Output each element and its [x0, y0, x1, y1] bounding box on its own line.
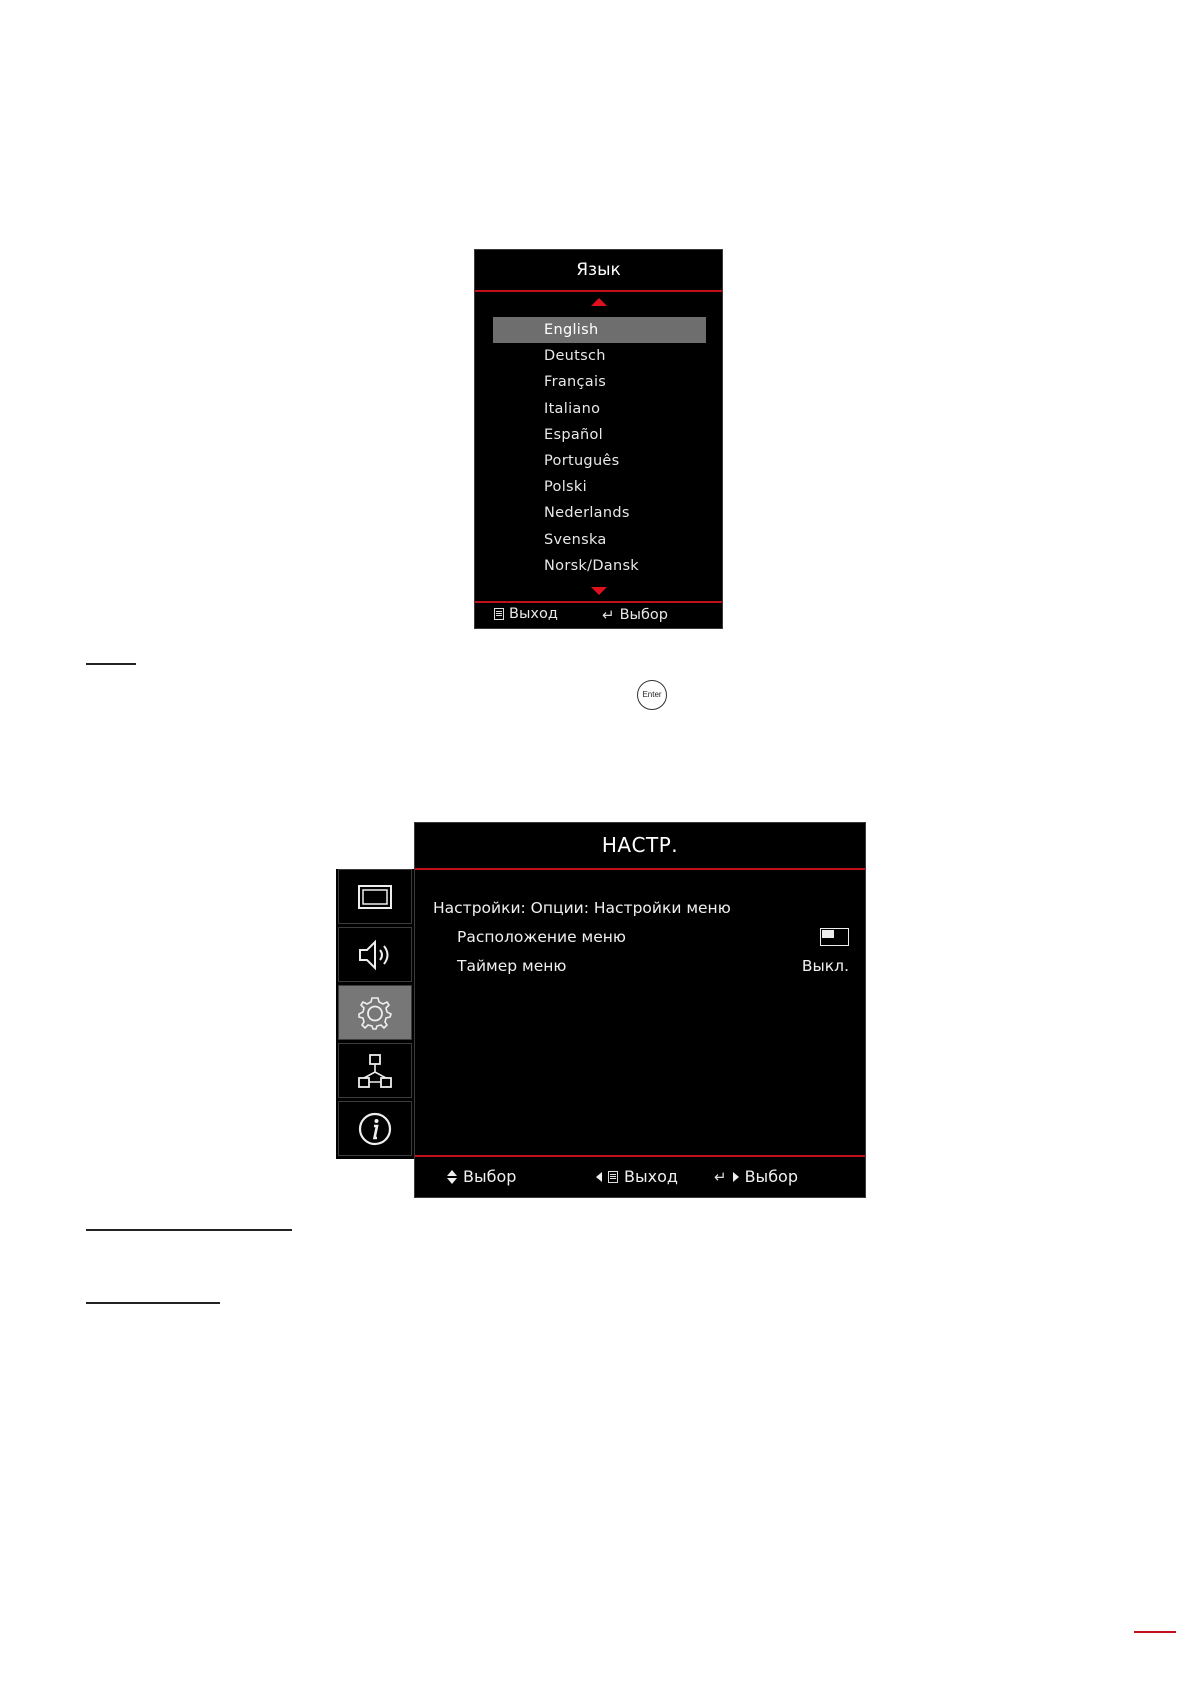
select-hint [602, 606, 668, 624]
divider [475, 290, 722, 292]
setup-menu-title: НАСТР. [601, 833, 679, 857]
heading-underline [86, 1302, 220, 1304]
menu-timer-label: Таймер меню [457, 957, 567, 975]
right-arrow-icon [733, 1172, 739, 1182]
navigate-label: Выбор [463, 1167, 517, 1186]
exit-hint [494, 606, 558, 622]
up-down-icon [447, 1170, 457, 1184]
language-option-nederlands[interactable]: Nederlands [544, 505, 630, 522]
exit-label: Выход [509, 606, 558, 622]
language-option-espanol[interactable]: Español [544, 426, 603, 443]
speaker-icon [356, 936, 394, 974]
select-label: Выбор [619, 607, 668, 623]
language-option-italiano[interactable]: Italiano [544, 400, 601, 417]
network-icon [356, 1052, 394, 1090]
divider [415, 868, 865, 870]
menu-side-tabs [336, 869, 414, 1159]
language-list [493, 317, 706, 579]
heading-underline [86, 663, 136, 665]
gear-icon [356, 994, 394, 1032]
menu-position-row[interactable] [457, 928, 849, 946]
language-menu-title: Язык [576, 260, 621, 280]
enter-arrow-icon: ↵ [602, 606, 615, 624]
heading-underline [86, 1229, 292, 1231]
language-option-svenska[interactable]: Svenska [544, 531, 607, 548]
language-option-deutsch[interactable]: Deutsch [544, 348, 606, 365]
language-option-portugues[interactable]: Português [544, 452, 620, 469]
menu-timer-value: Выкл. [801, 957, 849, 975]
language-option-francais[interactable]: Français [544, 374, 607, 391]
tab-audio[interactable] [338, 927, 412, 982]
scroll-down-icon[interactable] [591, 587, 607, 595]
setup-menu [414, 822, 866, 1198]
breadcrumb: Настройки: Опции: Настройки меню [433, 899, 731, 917]
enter-label: Выбор [744, 1167, 798, 1186]
enter-hint [714, 1167, 798, 1186]
menu-position-label: Расположение меню [457, 928, 626, 946]
menu-position-top-left-icon [820, 928, 849, 946]
enter-button-icon: Enter [637, 680, 667, 710]
menu-timer-row[interactable] [457, 957, 849, 975]
info-icon [356, 1110, 394, 1148]
language-option-english[interactable]: English [493, 317, 706, 343]
menu-icon [494, 608, 504, 620]
language-menu [474, 249, 723, 629]
tab-info[interactable] [338, 1101, 412, 1156]
language-option-polski[interactable]: Polski [544, 479, 587, 496]
language-option-norsk-dansk[interactable]: Norsk/Dansk [544, 557, 640, 574]
exit-hint [596, 1167, 678, 1186]
menu-icon [608, 1171, 618, 1183]
setup-menu-footer [415, 1157, 865, 1197]
enter-arrow-icon: ↵ [714, 1167, 727, 1186]
tab-network[interactable] [338, 1043, 412, 1098]
navigate-hint [447, 1167, 516, 1186]
language-menu-footer [475, 603, 722, 628]
display-icon [356, 878, 394, 916]
tab-display[interactable] [338, 869, 412, 924]
page-number-underline [1134, 1631, 1176, 1633]
tab-setup[interactable] [338, 985, 412, 1040]
scroll-up-icon[interactable] [591, 298, 607, 306]
exit-label: Выход [624, 1167, 678, 1186]
left-arrow-icon [596, 1172, 602, 1182]
